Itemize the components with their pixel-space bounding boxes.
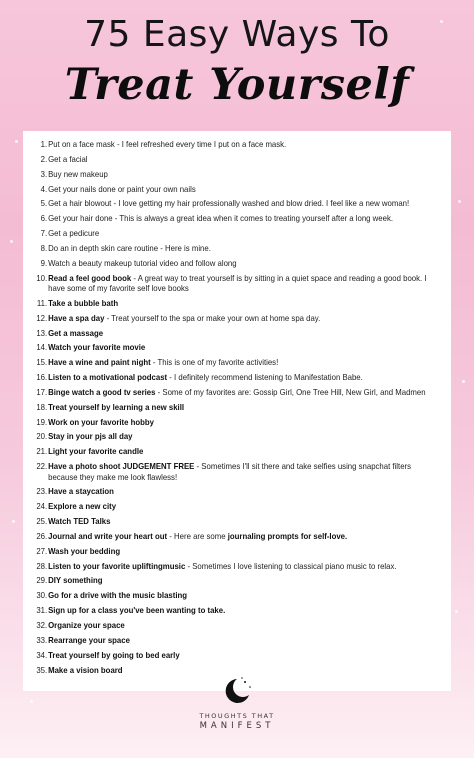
list-item — [23, 243, 441, 253]
list-item-number: 35. — [36, 664, 48, 675]
list-item-text — [48, 313, 441, 323]
list-panel — [23, 131, 451, 691]
list-item-number: 3. — [40, 168, 48, 179]
list-item — [23, 590, 441, 600]
list-item-bold: Take a bubble bath — [48, 297, 119, 308]
list-item-bold: Watch your favorite movie — [48, 342, 146, 353]
list-item-number: 33. — [36, 634, 48, 645]
list-item — [23, 184, 441, 194]
list-item-number: 4. — [40, 183, 48, 194]
list-item — [23, 575, 441, 585]
list-item — [23, 501, 441, 511]
list-item-bold: Organize your space — [48, 619, 125, 630]
list-item-number: 28. — [36, 560, 48, 571]
list-item-number: 12. — [36, 312, 48, 323]
list-item-text — [48, 501, 441, 511]
list-item-number: 16. — [36, 372, 48, 383]
list-item — [23, 154, 441, 164]
list-item-bold: Rearrange your space — [48, 634, 130, 645]
list-item-bold: Work on your favorite hobby — [48, 416, 154, 427]
list-item-bold: Treat yourself by going to bed early — [48, 649, 180, 660]
list-item-number: 10. — [36, 272, 48, 283]
list-item-bold: Treat yourself by learning a new skill — [48, 401, 185, 412]
list-item — [23, 620, 441, 630]
list-item-text — [48, 184, 441, 194]
list-item-detail: Do an in depth skin care routine - Here is mine. — [48, 242, 211, 253]
list-item-number: 22. — [36, 461, 48, 472]
list-item-number: 32. — [36, 619, 48, 630]
list-item — [23, 169, 441, 179]
list-item-text — [48, 198, 441, 208]
list-item-detail: - A great way to treat yourself is by sitting in a quiet space and reading a good book. I have some of my favorite self love books — [48, 272, 427, 293]
list-item-bold: Light your favorite candle — [48, 446, 144, 457]
list-item-number: 19. — [36, 416, 48, 427]
list-item-text — [48, 298, 441, 308]
list-item — [23, 139, 441, 149]
list-item-number: 14. — [36, 342, 48, 353]
list-item-detail: - This is one of my favorite activities! — [150, 357, 279, 368]
list-item-text — [48, 446, 441, 456]
list-item-text — [48, 650, 441, 660]
list-item-text — [48, 620, 441, 630]
list-item-number: 24. — [36, 501, 48, 512]
list-item-number: 11. — [36, 297, 48, 308]
list-item-bold: Wash your bedding — [48, 545, 121, 556]
list-item — [23, 461, 441, 482]
list-item-bold: Explore a new city — [48, 501, 117, 512]
list-item-number: 18. — [36, 401, 48, 412]
sparkle — [12, 520, 15, 523]
list-item — [23, 605, 441, 615]
list-item-number: 13. — [36, 327, 48, 338]
list-item-detail: - I definitely recommend listening to Manifestation Babe. — [167, 372, 363, 383]
list-item-detail: - Sometimes I'll sit there and take selfies using snapchat filters because they make me look flawless! — [48, 461, 412, 482]
list-item — [23, 650, 441, 660]
list-item-bold: Stay in your pjs all day — [48, 431, 133, 442]
list-item-detail: Get a pedicure — [48, 228, 100, 239]
list-item-bold: DIY something — [48, 575, 103, 586]
crescent-moon-stars-icon — [220, 676, 254, 706]
page-title-line-1: 75 Easy Ways To — [84, 14, 390, 55]
sparkle — [462, 380, 465, 383]
list-item — [23, 665, 441, 675]
sparkle — [15, 140, 18, 143]
brand-name-line-2: MANIFEST — [199, 721, 275, 731]
list-item-text — [48, 431, 441, 441]
list-item — [23, 546, 441, 556]
page-title-line-2: Treat Yourself — [64, 60, 410, 110]
list-item-number: 15. — [36, 357, 48, 368]
list-item — [23, 357, 441, 367]
list-item — [23, 446, 441, 456]
list-item — [23, 531, 441, 541]
list-item-number: 8. — [40, 242, 48, 253]
list-item-text — [48, 258, 441, 268]
list-item-bold: Have a staycation — [48, 486, 114, 497]
list-item-number: 34. — [36, 649, 48, 660]
list-item-bold: Read a feel good book — [48, 272, 132, 283]
ideas-list — [23, 131, 451, 675]
list-item-text — [48, 461, 441, 482]
list-item-text — [48, 228, 441, 238]
list-item — [23, 372, 441, 382]
list-item — [23, 213, 441, 223]
list-item — [23, 486, 441, 496]
list-item-bold: Listen to a motivational podcast — [48, 372, 168, 383]
list-item-detail: - Sometimes I love listening to classical piano music to relax. — [185, 560, 397, 571]
list-item-text — [48, 328, 441, 338]
list-item-text — [48, 372, 441, 382]
list-item — [23, 417, 441, 427]
list-item — [23, 258, 441, 268]
list-item-detail: Buy new makeup — [48, 168, 108, 179]
list-item-number: 2. — [40, 153, 48, 164]
list-item-bold: Watch TED Talks — [48, 516, 111, 527]
list-item — [23, 298, 441, 308]
list-item-number: 23. — [36, 486, 48, 497]
list-item — [23, 516, 441, 526]
list-item — [23, 273, 441, 294]
list-item-text — [48, 635, 441, 645]
list-item-number: 17. — [36, 386, 48, 397]
list-item-text — [48, 546, 441, 556]
list-item-detail: Get your nails done or paint your own nails — [48, 183, 196, 194]
list-item-text — [48, 417, 441, 427]
list-item — [23, 635, 441, 645]
list-item-bold: Make a vision board — [48, 664, 123, 675]
list-item-detail: - Treat yourself to the spa or make your own at home spa day. — [104, 312, 321, 323]
list-item-number: 9. — [40, 257, 48, 268]
list-item-text — [48, 154, 441, 164]
list-item-bold: Sign up for a class you've been wanting to take. — [48, 605, 226, 616]
list-item-bold: Have a spa day — [48, 312, 105, 323]
list-item-text — [48, 590, 441, 600]
sparkle — [458, 200, 461, 203]
list-item-bold: Binge watch a good tv series — [48, 386, 156, 397]
list-item-text — [48, 486, 441, 496]
sparkle — [455, 610, 458, 613]
brand-logo — [0, 676, 474, 731]
list-item-number: 7. — [40, 228, 48, 239]
list-item-detail: Get a facial — [48, 153, 88, 164]
list-item-text — [48, 169, 441, 179]
list-item-text — [48, 213, 441, 223]
list-item-detail: Get a hair blowout - I love getting my hair professionally washed and blow dried. I feel like a new woman! — [48, 198, 410, 209]
list-item — [23, 198, 441, 208]
list-item-text — [48, 561, 441, 571]
list-item-text — [48, 605, 441, 615]
list-item-text — [48, 387, 441, 397]
list-item — [23, 228, 441, 238]
list-item-bold: Have a photo shoot JUDGEMENT FREE — [48, 461, 195, 472]
list-item-text — [48, 139, 441, 149]
list-item-number: 21. — [36, 446, 48, 457]
list-item-text — [48, 575, 441, 585]
list-item-text — [48, 243, 441, 253]
list-item-bold: Go for a drive with the music blasting — [48, 590, 188, 601]
list-item — [23, 402, 441, 412]
list-item-bold: Journal and write your heart out — [48, 530, 168, 541]
list-item-text — [48, 516, 441, 526]
list-item-number: 20. — [36, 431, 48, 442]
list-item — [23, 431, 441, 441]
list-item-detail: - Here are some — [167, 530, 228, 541]
list-item-text — [48, 357, 441, 367]
list-item-text — [48, 342, 441, 352]
brand-name-line-1: THOUGHTS THAT — [199, 712, 275, 720]
list-item-detail: Get your hair done - This is always a great idea when it comes to treating yourself after a long week. — [48, 213, 394, 224]
list-item-bold: Get a massage — [48, 327, 104, 338]
list-item-bold: Listen to your favorite upliftingmusic — [48, 560, 186, 571]
list-item-number: 6. — [40, 213, 48, 224]
list-item-number: 29. — [36, 575, 48, 586]
list-item-number: 27. — [36, 545, 48, 556]
list-item-detail: - Some of my favorites are: Gossip Girl, One Tree Hill, New Girl, and Madmen — [155, 386, 426, 397]
list-item-link[interactable]: journaling prompts for self-love. — [227, 530, 348, 541]
list-item — [23, 313, 441, 323]
list-item-text — [48, 665, 441, 675]
list-item-detail: Put on a face mask - I feel refreshed every time I put on a face mask. — [48, 139, 287, 149]
list-item-number: 26. — [36, 530, 48, 541]
list-item-number: 30. — [36, 590, 48, 601]
list-item-number: 1. — [40, 139, 48, 149]
list-item — [23, 342, 441, 352]
list-item-text — [48, 402, 441, 412]
list-item-text — [48, 531, 441, 541]
list-item-detail: Watch a beauty makeup tutorial video and follow along — [48, 257, 237, 268]
list-item-number: 25. — [36, 516, 48, 527]
sparkle — [10, 240, 13, 243]
list-item-bold: Have a wine and paint night — [48, 357, 151, 368]
list-item — [23, 328, 441, 338]
list-item — [23, 561, 441, 571]
list-item-text — [48, 273, 441, 294]
list-item — [23, 387, 441, 397]
list-item-number: 5. — [40, 198, 48, 209]
list-item-number: 31. — [36, 605, 48, 616]
